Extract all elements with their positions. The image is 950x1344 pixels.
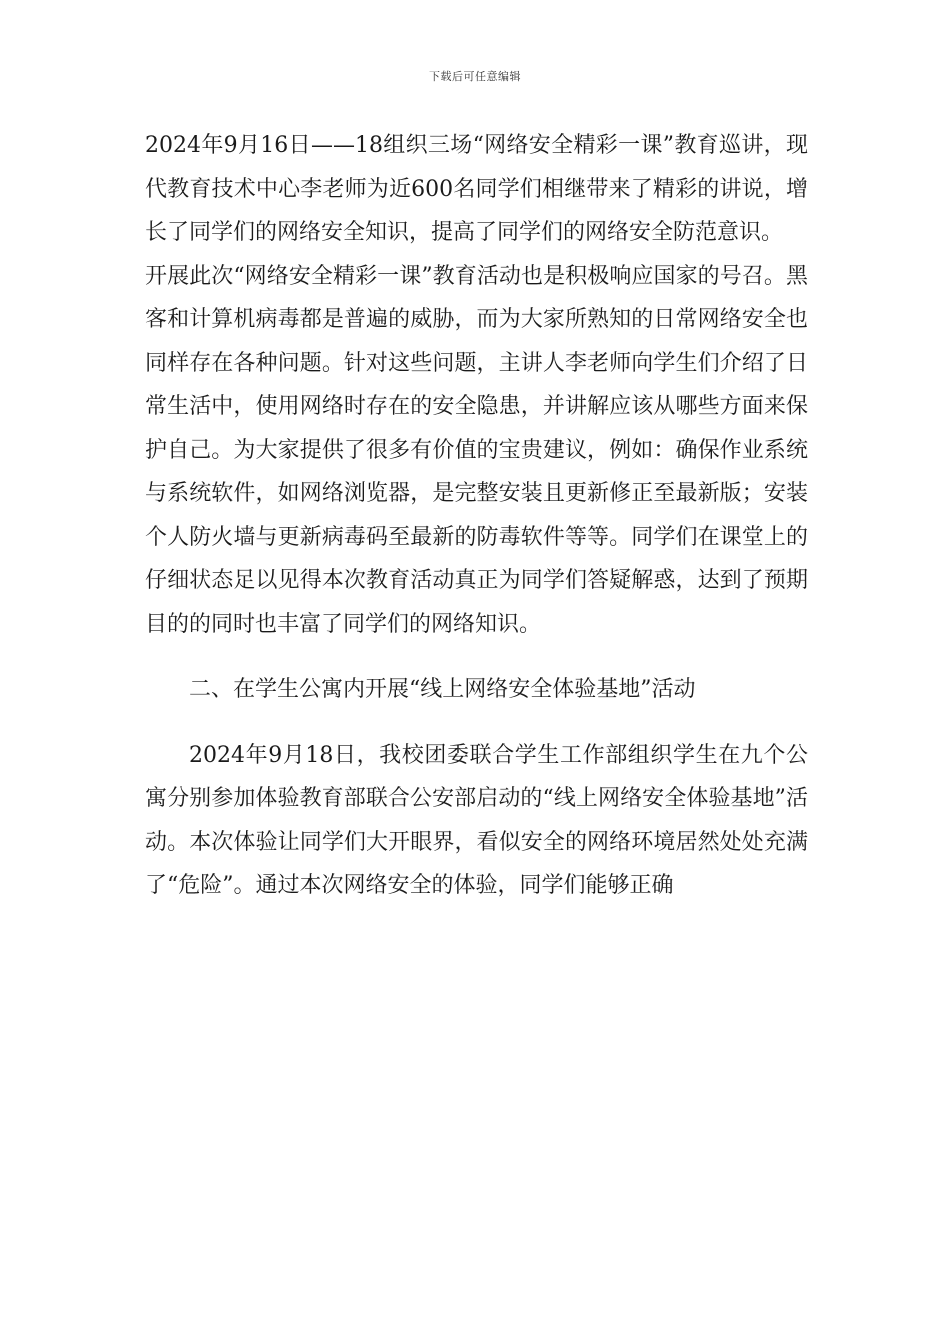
section-heading: 二、在学生公寓内开展“线上网络安全体验基地”活动 [189,677,696,702]
paragraph-experience-base: 2024年9月18日，我校团委联合学生工作部组织学生在九个公寓分别参加体验教育部联合公安部启动的“线上网络安全体验基地”活动。本次体验让同学们大开眼界，看似安全的网络环境居然处处充满了“危险”。通过本次网络安全的体验，同学们能够正确 [145,742,808,898]
document-body [145,124,808,908]
paragraph-activity-details: 开展此次“网络安全精彩一课”教育活动也是积极响应国家的号召。黑客和计算机病毒都是普遍的威胁，而为大家所熟知的日常网络安全也同样存在各种问题。针对这些问题，主讲人李老师向学生们介绍了日常生活中，使用网络时存在的安全隐患，并讲解应该从哪些方面来保护自己。为大家提供了很多有价值的宝贵建议，例如：确保作业系统与系统软件，如网络浏览器，是完整安装且更新修正至最新版；安装个人防火墙与更新病毒码至最新的防毒软件等等。同学们在课堂上的仔细状态足以见得本次教育活动真正为同学们答疑解惑，达到了预期目的的同时也丰富了同学们的网络知识。 [145,263,808,637]
paragraph-lecture-tour: 2024年9月16日——18组织三场“网络安全精彩一课”教育巡讲，现代教育技术中心李老师为近600名同学们相继带来了精彩的讲说，增长了同学们的网络安全知识，提高了同学们的网络安全防范意识。 [145,133,808,245]
header-note: 下载后可任意编辑 [429,70,521,83]
